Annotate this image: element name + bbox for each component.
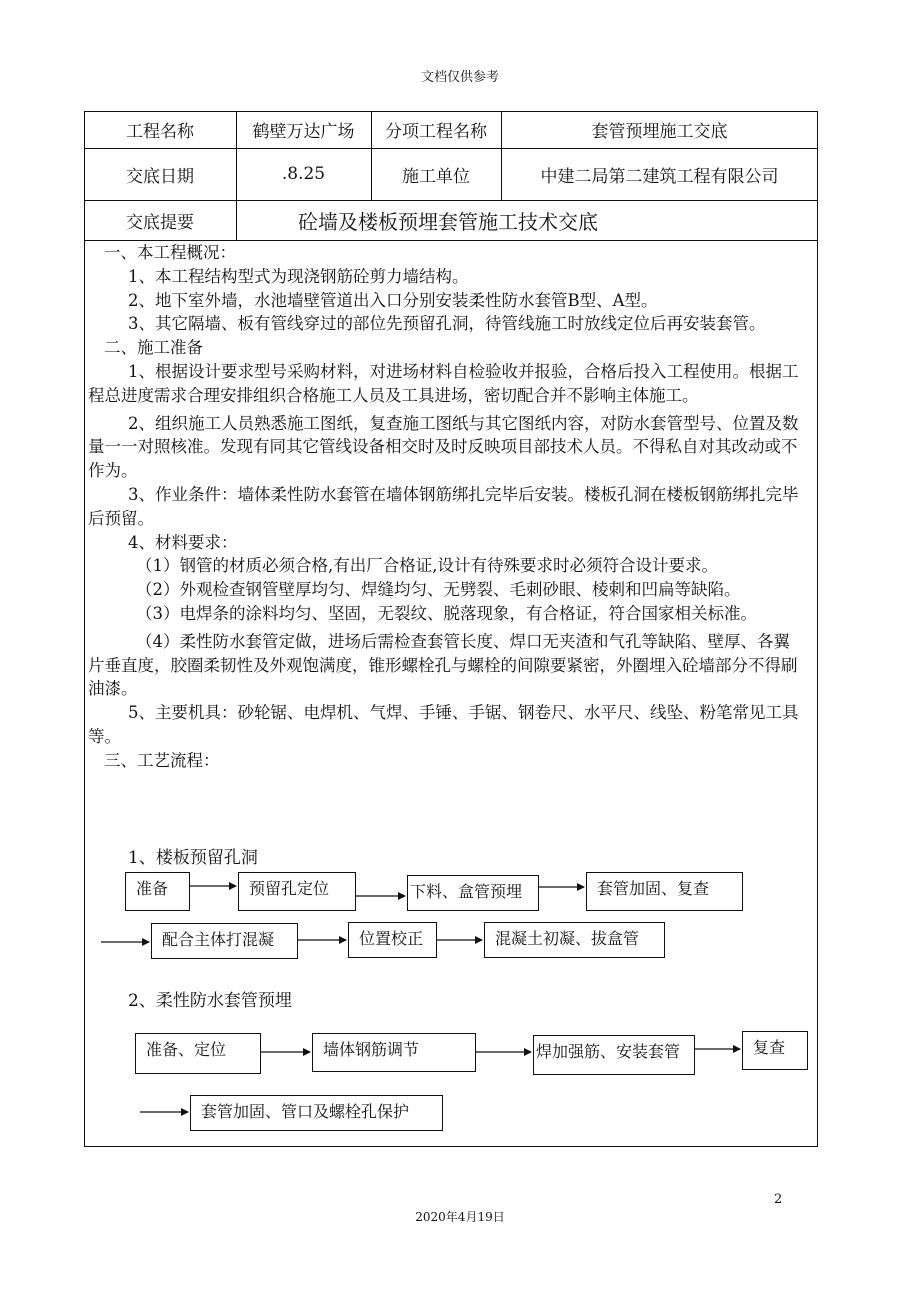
project-name: 鹤壁万达广场 xyxy=(252,122,355,142)
paragraph: （3）电焊条的涂料均匀、坚固，无裂纹、脱落现象，有合格证，符合国家相关标准。 xyxy=(136,603,757,623)
flow1-title: 1、楼板预留孔洞 xyxy=(128,848,258,868)
paragraph: 2、地下室外墙，水池墙壁管道出入口分别安装柔性防水套管B型、A型。 xyxy=(128,290,658,310)
flow2-step-recheck: 复查 xyxy=(742,1031,808,1070)
paragraph: 3、作业条件：墙体柔性防水套管在墙体钢筋绑扎完毕后安装。楼板孔洞在楼板钢筋绑扎完毕后预留。 xyxy=(88,484,799,528)
section-title: 二、施工准备 xyxy=(104,338,203,358)
section-title: 一、本工程概况： xyxy=(104,243,236,262)
flow1-step-pour-concrete: 配合主体打混凝 xyxy=(151,923,298,959)
paragraph: （2）外观检查钢管壁厚均匀、焊缝均匀、无劈裂、毛刺砂眼、棱刺和凹扁等缺陷。 xyxy=(136,580,741,600)
flow1-step-correct-position: 位置校正 xyxy=(348,922,437,958)
flow1-step-initial-set: 混凝土初凝、拔盒管 xyxy=(484,922,665,958)
flow1-step-reinforce-check: 套管加固、复查 xyxy=(586,872,743,911)
flow1-step-prepare: 准备 xyxy=(125,872,190,911)
page-number: 2 xyxy=(774,1192,783,1207)
construction-unit: 中建二局第二建筑工程有限公司 xyxy=(540,166,779,187)
paragraph: 5、主要机具：砂轮锯、电焊机、气焊、手锤、手锯、钢卷尺、水平尺、线坠、粉笔常见工具等。 xyxy=(88,703,799,746)
disclosure-content xyxy=(84,241,818,773)
summary-title: 砼墙及楼板预埋套管施工技术交底 xyxy=(298,209,598,234)
flow2-title: 2、柔性防水套管预埋 xyxy=(128,991,292,1011)
footer-date: 2020年4月19日 xyxy=(415,1210,505,1224)
paragraph: 2、组织施工人员熟悉施工图纸，复查施工图纸与其它图纸内容，对防水套管型号、位置及数量一一对照核准。发现有同其它管线设备相交时及时反映项目部技术人员。不得私自对其改动或不作为。 xyxy=(88,413,799,481)
section-title: 三、工艺流程： xyxy=(104,750,220,770)
disclosure-date: .8.25 xyxy=(281,164,326,184)
paragraph: 1、本工程结构型式为现浇钢筋砼剪力墙结构。 xyxy=(128,266,469,286)
label-disclosure-date: 交底日期 xyxy=(126,166,194,187)
flow2-step-adjust-rebar: 墙体钢筋调节 xyxy=(312,1033,476,1072)
paragraph: 4、材料要求： xyxy=(128,532,238,552)
label-project-name: 工程名称 xyxy=(126,122,194,142)
flow1-step-cut-embed: 下料、盒管预埋 xyxy=(407,875,539,911)
label-construction-unit: 施工单位 xyxy=(402,166,470,187)
subproject-name: 套管预埋施工交底 xyxy=(591,122,728,142)
label-subproject-name: 分项工程名称 xyxy=(385,122,487,142)
paragraph: （1）钢管的材质必须合格,有出厂合格证,设计有待殊要求时必须符合设计要求。 xyxy=(136,556,718,576)
paragraph: 1、根据设计要求型号采购材料，对进场材料自检验收并报验，合格后投入工程使用。根据工程总进度需求合理安排组织合格施工人员及工具进场，密切配合并不影响主体施工。 xyxy=(88,361,799,405)
paragraph: （4）柔性防水套管定做，进场后需检查套管长度、焊口无夹渣和气孔等缺陷、壁厚、各翼片垂直度，胶圈柔韧性及外观饱满度，锥形螺栓孔与螺栓的间隙要紧密，外圈埋入砼墙部分不得刷油漆。 xyxy=(88,631,798,699)
flow2-step-protect: 套管加固、管口及螺栓孔保护 xyxy=(190,1095,443,1131)
flow1-step-position: 预留孔定位 xyxy=(238,872,356,911)
paragraph: 3、其它隔墙、板有管线穿过的部位先预留孔洞，待管线施工时放线定位后再安装套管。 xyxy=(128,314,766,334)
flow2-step-weld-install: 焊加强筋、安装套管 xyxy=(533,1035,695,1075)
header-note: 文档仅供参考 xyxy=(420,70,499,85)
flow2-step-prepare-locate: 准备、定位 xyxy=(135,1033,261,1074)
label-summary: 交底提要 xyxy=(126,212,194,233)
